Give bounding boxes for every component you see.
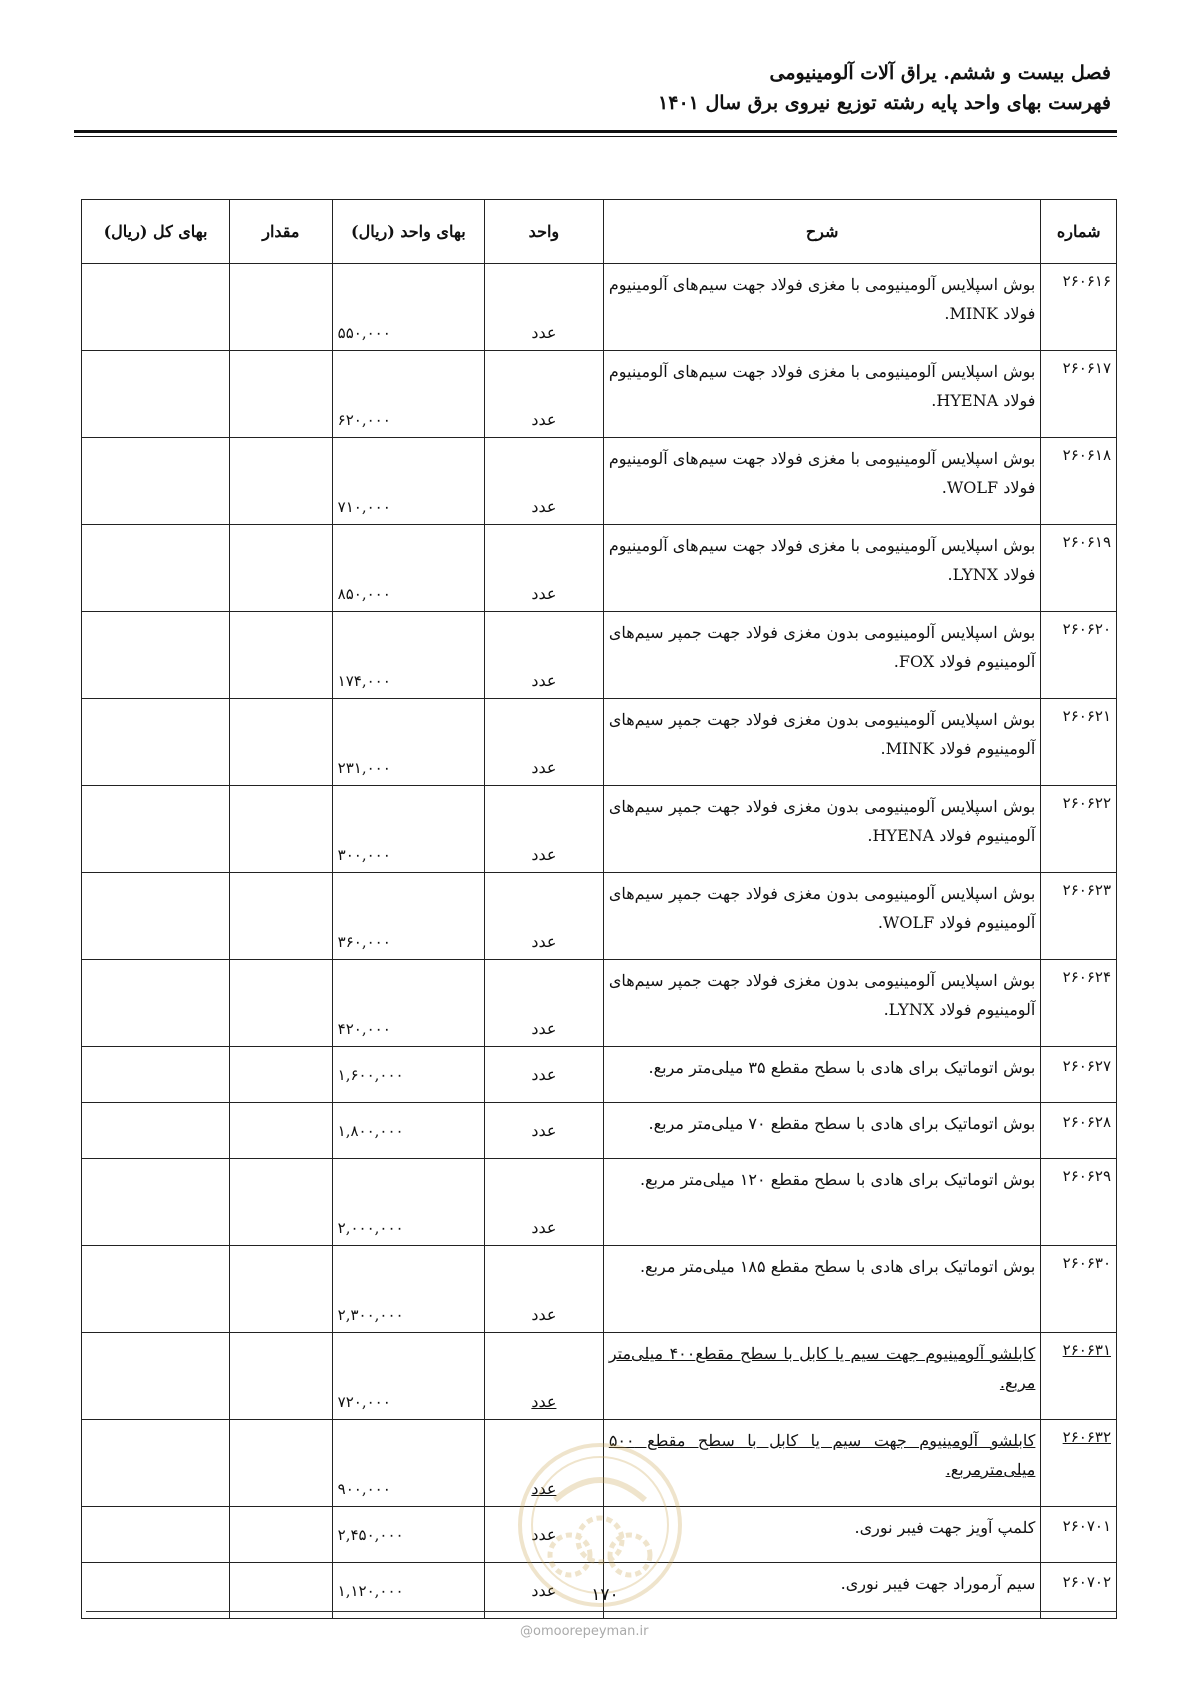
document-subtitle: فهرست بهای واحد پایه رشته توزیع نیروی برق سال ۱۴۰۱ [658, 92, 1111, 114]
item-description: بوش اتوماتیک برای هادی با سطح مقطع ۱۲۰ میلی‌متر مربع. [603, 1159, 1041, 1246]
table-row [82, 351, 1117, 438]
item-description: بوش اتوماتیک برای هادی با سطح مقطع ۳۵ میلی‌متر مربع. [603, 1047, 1041, 1103]
item-qty [230, 264, 333, 351]
item-qty [230, 1420, 333, 1507]
item-unit: عدد [485, 1159, 604, 1246]
item-unit: عدد [485, 1507, 604, 1563]
item-qty [230, 699, 333, 786]
item-code: ۲۶۰۶۳۲ [1041, 1420, 1117, 1507]
item-description: سیم آرموراد جهت فیبر نوری. [603, 1563, 1041, 1619]
item-total [82, 786, 230, 873]
item-code: ۲۶۰۶۳۰ [1041, 1246, 1117, 1333]
item-total [82, 699, 230, 786]
item-code: ۲۶۰۶۱۶ [1041, 264, 1117, 351]
table-row [82, 786, 1117, 873]
chapter-title: فصل بیست و ششم. یراق آلات آلومینیومی [769, 62, 1111, 84]
item-total [82, 438, 230, 525]
item-description: بوش اسپلایس آلومینیومی بدون مغزی فولاد جهت جمپر سیم‌های آلومینیوم فولاد MINK. [603, 699, 1041, 786]
item-unit: عدد [485, 1103, 604, 1159]
item-code: ۲۶۰۶۲۴ [1041, 960, 1117, 1047]
item-total [82, 1047, 230, 1103]
item-unit: عدد [485, 786, 604, 873]
item-total [82, 873, 230, 960]
item-unit-price: ۲۳۱,۰۰۰ [332, 699, 484, 786]
item-description: بوش اسپلایس آلومینیومی بدون مغزی فولاد جهت جمپر سیم‌های آلومینیوم فولاد LYNX. [603, 960, 1041, 1047]
item-unit: عدد [485, 873, 604, 960]
item-description: بوش اسپلایس آلومینیومی بدون مغزی فولاد جهت جمپر سیم‌های آلومینیوم فولاد FOX. [603, 612, 1041, 699]
item-unit: عدد [485, 612, 604, 699]
footer-rule [86, 1611, 1117, 1612]
item-total [82, 525, 230, 612]
table-row [82, 1246, 1117, 1333]
item-qty [230, 960, 333, 1047]
item-unit-price: ۷۱۰,۰۰۰ [332, 438, 484, 525]
item-total [82, 264, 230, 351]
item-qty [230, 1507, 333, 1563]
item-total [82, 1333, 230, 1420]
table-header-row [82, 200, 1117, 264]
item-qty [230, 1333, 333, 1420]
item-qty [230, 1246, 333, 1333]
item-qty [230, 351, 333, 438]
table-row [82, 1333, 1117, 1420]
table-row [82, 1159, 1117, 1246]
header-rule-thin [74, 136, 1117, 137]
item-unit: عدد [485, 1333, 604, 1420]
price-table [81, 199, 1117, 1619]
item-total [82, 1159, 230, 1246]
item-unit: عدد [485, 1420, 604, 1507]
item-code: ۲۶۰۶۳۱ [1041, 1333, 1117, 1420]
header-rule-thick [74, 130, 1117, 133]
item-description: بوش اسپلایس آلومینیومی با مغزی فولاد جهت سیم‌های آلومینیوم فولاد HYENA. [603, 351, 1041, 438]
item-unit: عدد [485, 1047, 604, 1103]
item-description: بوش اسپلایس آلومینیومی بدون مغزی فولاد جهت جمپر سیم‌های آلومینیوم فولاد HYENA. [603, 786, 1041, 873]
col-header-unit: واحد [485, 200, 604, 264]
item-unit-price: ۱,۱۲۰,۰۰۰ [332, 1563, 484, 1619]
item-description: کابلشو آلومینیوم جهت سیم یا کابل با سطح مقطع۴۰۰ میلی‌متر مربع. [603, 1333, 1041, 1420]
item-total [82, 1103, 230, 1159]
item-unit: عدد [485, 351, 604, 438]
item-code: ۲۶۰۶۱۸ [1041, 438, 1117, 525]
item-description: بوش اتوماتیک برای هادی با سطح مقطع ۱۸۵ میلی‌متر مربع. [603, 1246, 1041, 1333]
page-header [658, 58, 1111, 118]
table-row [82, 1047, 1117, 1103]
item-code: ۲۶۰۶۱۷ [1041, 351, 1117, 438]
item-unit: عدد [485, 525, 604, 612]
item-unit-price: ۱۷۴,۰۰۰ [332, 612, 484, 699]
item-code: ۲۶۰۷۰۲ [1041, 1563, 1117, 1619]
item-code: ۲۶۰۶۲۳ [1041, 873, 1117, 960]
col-header-total: بهای کل (ریال) [82, 200, 230, 264]
item-unit-price: ۹۰۰,۰۰۰ [332, 1420, 484, 1507]
table-row [82, 1103, 1117, 1159]
item-total [82, 351, 230, 438]
col-header-desc: شرح [603, 200, 1041, 264]
item-qty [230, 525, 333, 612]
item-unit-price: ۳۶۰,۰۰۰ [332, 873, 484, 960]
item-qty [230, 1103, 333, 1159]
item-unit-price: ۷۲۰,۰۰۰ [332, 1333, 484, 1420]
item-unit-price: ۱,۶۰۰,۰۰۰ [332, 1047, 484, 1103]
table-row [82, 264, 1117, 351]
item-unit-price: ۳۰۰,۰۰۰ [332, 786, 484, 873]
item-unit-price: ۸۵۰,۰۰۰ [332, 525, 484, 612]
item-qty [230, 873, 333, 960]
item-code: ۲۶۰۶۲۲ [1041, 786, 1117, 873]
item-description: کلمپ آویز جهت فیبر نوری. [603, 1507, 1041, 1563]
item-total [82, 1246, 230, 1333]
item-qty [230, 1159, 333, 1246]
item-unit-price: ۱,۸۰۰,۰۰۰ [332, 1103, 484, 1159]
item-code: ۲۶۰۶۲۷ [1041, 1047, 1117, 1103]
table-row [82, 960, 1117, 1047]
col-header-qty: مقدار [230, 200, 333, 264]
item-unit: عدد [485, 699, 604, 786]
table-row [82, 699, 1117, 786]
item-qty [230, 438, 333, 525]
item-description: بوش اسپلایس آلومینیومی با مغزی فولاد جهت سیم‌های آلومینیوم فولاد LYNX. [603, 525, 1041, 612]
item-code: ۲۶۰۶۲۰ [1041, 612, 1117, 699]
item-description: کابلشو آلومینیوم جهت سیم یا کابل با سطح مقطع ۵۰۰ میلی‌مترمربع. [603, 1420, 1041, 1507]
item-unit: عدد [485, 1246, 604, 1333]
item-description: بوش اسپلایس آلومینیومی با مغزی فولاد جهت سیم‌های آلومینیوم فولاد WOLF. [603, 438, 1041, 525]
item-qty [230, 612, 333, 699]
item-total [82, 1420, 230, 1507]
item-code: ۲۶۰۶۱۹ [1041, 525, 1117, 612]
item-code: ۲۶۰۶۲۸ [1041, 1103, 1117, 1159]
col-header-code: شماره [1041, 200, 1117, 264]
footer-website: @omoorepeyman.ir [520, 1624, 649, 1639]
item-unit-price: ۶۲۰,۰۰۰ [332, 351, 484, 438]
item-description: بوش اسپلایس آلومینیومی بدون مغزی فولاد جهت جمپر سیم‌های آلومینیوم فولاد WOLF. [603, 873, 1041, 960]
item-code: ۲۶۰۶۲۹ [1041, 1159, 1117, 1246]
item-unit-price: ۴۲۰,۰۰۰ [332, 960, 484, 1047]
item-unit-price: ۲,۳۰۰,۰۰۰ [332, 1246, 484, 1333]
item-qty [230, 1047, 333, 1103]
item-unit-price: ۲,۴۵۰,۰۰۰ [332, 1507, 484, 1563]
item-description: بوش اتوماتیک برای هادی با سطح مقطع ۷۰ میلی‌متر مربع. [603, 1103, 1041, 1159]
table-row [82, 873, 1117, 960]
item-description: بوش اسپلایس آلومینیومی با مغزی فولاد جهت سیم‌های آلومینیوم فولاد MINK. [603, 264, 1041, 351]
item-unit: عدد [485, 264, 604, 351]
item-unit-price: ۵۵۰,۰۰۰ [332, 264, 484, 351]
table-row [82, 612, 1117, 699]
item-total [82, 1507, 230, 1563]
item-total [82, 612, 230, 699]
item-qty [230, 786, 333, 873]
item-unit: عدد [485, 438, 604, 525]
item-unit-price: ۲,۰۰۰,۰۰۰ [332, 1159, 484, 1246]
item-code: ۲۶۰۶۲۱ [1041, 699, 1117, 786]
item-code: ۲۶۰۷۰۱ [1041, 1507, 1117, 1563]
table-row [82, 525, 1117, 612]
item-total [82, 960, 230, 1047]
table-row [82, 438, 1117, 525]
col-header-unit-price: بهای واحد (ریال) [332, 200, 484, 264]
item-unit: عدد [485, 1563, 604, 1619]
page-number: ۱۷۰ [591, 1585, 619, 1605]
item-unit: عدد [485, 960, 604, 1047]
